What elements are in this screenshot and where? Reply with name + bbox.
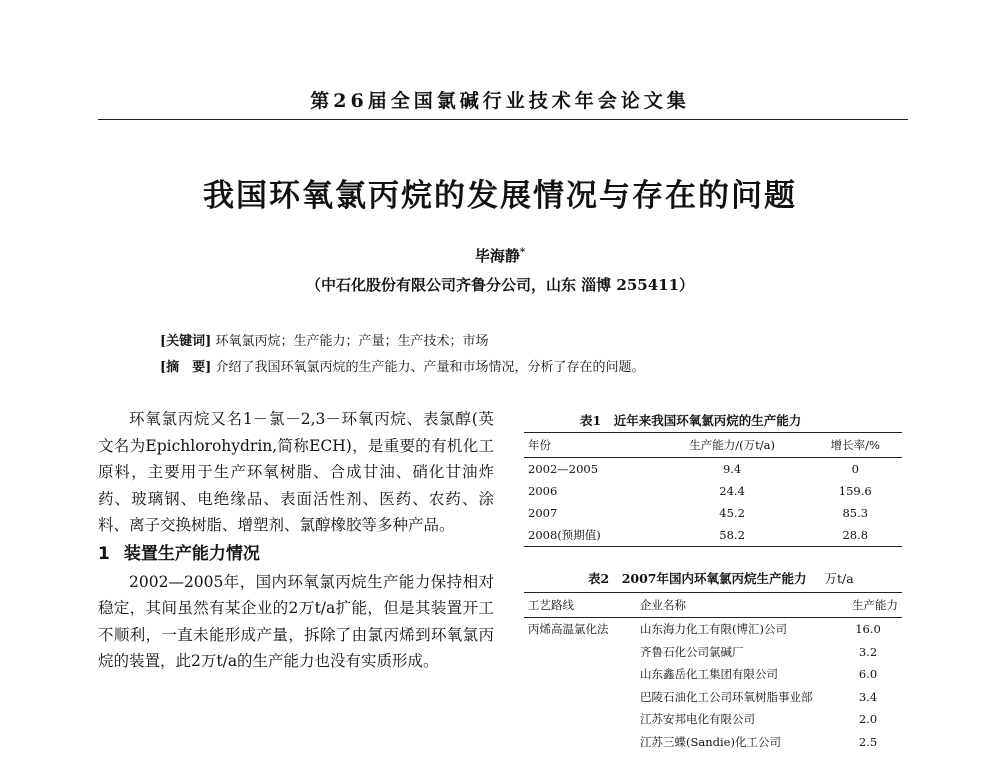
table-cell: 58.2 [719, 528, 745, 542]
table-cell: 28.8 [842, 528, 869, 542]
table-2-header-capacity: 生产能力 [834, 593, 902, 618]
table-1-header-year: 年份 [524, 433, 656, 458]
section-1-heading [98, 539, 494, 569]
table-cell [524, 731, 636, 754]
table-2-unit: 万t/a [824, 571, 854, 586]
table-cell: 丙烯高温氯化法 [528, 622, 609, 637]
intro-paragraph: 环氧氯丙烷又名1－氯－2,3－环氧丙烷、表氯醇(英文名为Epichlorohydrin,简称ECH)，是重要的有机化工原料，主要用于生产环氧树脂、合成甘油、硝化甘油炸药、玻璃钢、电绝缘品、表面活性剂、医药、农药、涂料、离子交换树脂、增塑剂、氯醇橡胶等多种产品。 [98, 410, 494, 534]
table-2 [524, 592, 902, 753]
keywords-text: 环氧氯丙烷；生产能力；产量；生产技术；市场 [215, 334, 489, 349]
table-1-header-row [524, 433, 902, 458]
table-cell: 9.4 [722, 462, 742, 476]
affiliation: （中石化股份有限公司齐鲁分公司，山东 淄博 255411） [305, 276, 695, 294]
table-cell [524, 686, 636, 709]
table-row [524, 502, 902, 524]
table-cell: 2.5 [858, 734, 878, 749]
keywords-line [160, 330, 488, 349]
table-cell: 江苏三蝶(Sandie)化工公司 [640, 734, 781, 749]
table-cell: 江苏安邦电化有限公司 [640, 712, 755, 727]
table-cell: 3.2 [858, 644, 878, 659]
abstract-text: 介绍了我国环氧氯丙烷的生产能力、产量和市场情况，分析了存在的问题。 [215, 360, 645, 375]
running-header: 第26届全国氯碱行业技术年会论文集 [310, 90, 690, 112]
table-cell: 2007 [528, 506, 558, 520]
table-2-caption: 表2 2007年国内环氧氯丙烷生产能力 [588, 571, 807, 586]
section-1-paragraph: 2002—2005年，国内环氧氯丙烷生产能力保持相对稳定，其间虽然有某企业的2万t/a扩能，但是其装置开工不顺利，一直未能形成产量，拆除了由氯丙烯到环氧氯丙烷的装置，此2万t/a的生产能力也没有实质形成。 [98, 572, 494, 670]
table-row [524, 708, 902, 731]
table-cell: 山东海力化工有限(博汇)公司 [640, 622, 787, 637]
table-row [524, 458, 902, 481]
table-cell: 齐鲁石化公司氯碱厂 [640, 644, 744, 659]
table-cell: 45.2 [719, 506, 745, 520]
article-title: 我国环氧氯丙烷的发展情况与存在的问题 [203, 178, 797, 214]
table-row [524, 524, 902, 547]
table-1 [524, 432, 902, 547]
table-cell: 巴陵石油化工公司环氧树脂事业部 [640, 689, 813, 704]
table-row [524, 663, 902, 686]
table-2-caption-line [588, 569, 854, 587]
table-cell: 3.4 [858, 689, 878, 704]
table-cell: 16.0 [855, 622, 881, 637]
table-row [524, 618, 902, 641]
section-1-title: 装置生产能力情况 [123, 543, 260, 564]
table-2-header-company: 企业名称 [636, 593, 834, 618]
table-cell: 2002—2005 [528, 462, 599, 476]
table-cell: 2008(预期值) [528, 528, 601, 542]
table-cell [524, 708, 636, 731]
body-column [98, 406, 494, 675]
table-1-caption: 表1 近年来我国环氧氯丙烷的生产能力 [580, 413, 802, 428]
table-cell: 85.3 [842, 506, 869, 520]
table-row [524, 641, 902, 664]
table-row [524, 480, 902, 502]
table-2-header-row [524, 593, 902, 618]
table-cell: 2.0 [858, 712, 878, 727]
author-line [0, 245, 1000, 266]
author-footnote-mark: * [519, 247, 526, 258]
table-1-header-capacity: 生产能力/(万t/a) [656, 433, 809, 458]
author-name: 毕海静 [474, 247, 520, 265]
table-cell: 24.4 [719, 484, 745, 498]
table-row [524, 686, 902, 709]
table-1-header-growth: 增长率/% [809, 433, 903, 458]
header-rule [98, 119, 908, 120]
abstract-line [160, 356, 644, 375]
keywords-label: [关键词] [160, 334, 212, 349]
table-cell: 159.6 [838, 484, 872, 498]
table-row [524, 731, 902, 754]
table-cell: 山东鑫岳化工集团有限公司 [640, 667, 778, 682]
table-cell [524, 641, 636, 664]
table-2-header-process: 工艺路线 [524, 593, 636, 618]
section-1-number: 1 [98, 543, 110, 564]
table-cell [524, 663, 636, 686]
table-cell: 2006 [528, 484, 558, 498]
table-cell: 0 [851, 462, 859, 476]
table-cell: 6.0 [858, 667, 878, 682]
abstract-label: [摘 要] [160, 360, 212, 375]
